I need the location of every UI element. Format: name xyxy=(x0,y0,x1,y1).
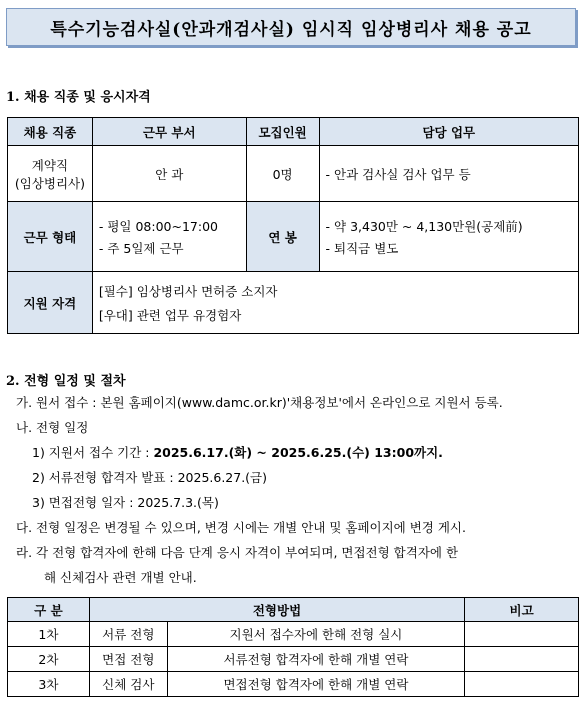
note-cell xyxy=(465,672,579,697)
header-note: 비고 xyxy=(465,598,579,622)
desc-cell: 면접전형 합격자에 한해 개별 연락 xyxy=(167,672,464,697)
note-cell xyxy=(465,622,579,647)
dept-cell: 안 과 xyxy=(92,146,246,202)
header-count: 모집인원 xyxy=(246,118,319,146)
job-line2: (임상병리사) xyxy=(14,175,85,191)
section1-heading: 1. 채용 직종 및 응시자격 xyxy=(6,90,151,105)
work-line1: - 평일 08:00~17:00 xyxy=(98,218,218,234)
stage-cell: 2차 xyxy=(8,647,90,672)
salary-line2: - 퇴직금 별도 xyxy=(325,240,399,256)
item-ra-line2: 해 신체검사 관련 개별 안내. xyxy=(44,570,197,585)
stage-cell: 1차 xyxy=(8,622,90,647)
page-title: 특수기능검사실(안과개검사실) 임시직 임상병리사 채용 공고 xyxy=(6,8,576,46)
schedule-interview: 3) 면접전형 일자 : 2025.7.3.(목) xyxy=(32,495,219,510)
salary-line1: - 약 3,430만 ~ 4,130만원(공제前) xyxy=(325,218,523,234)
job-line1: 계약직 xyxy=(31,157,69,173)
item-ra-line1: 라. 각 전형 합격자에 한해 다음 단계 응시 자격이 부여되며, 면접전형 합격자에 한 xyxy=(16,545,459,560)
header-stage: 구 분 xyxy=(8,598,90,622)
header-duty: 담당 업무 xyxy=(319,118,578,146)
table-row xyxy=(8,672,579,697)
qualification-label: 지원 자격 xyxy=(8,272,93,334)
header-dept: 근무 부서 xyxy=(92,118,246,146)
header-job: 채용 직종 xyxy=(8,118,93,146)
desc-cell: 서류전형 합격자에 한해 개별 연락 xyxy=(167,647,464,672)
schedule-apply xyxy=(32,443,443,461)
recruit-table xyxy=(7,117,579,334)
work-line2: - 주 5일제 근무 xyxy=(98,240,184,256)
header-method: 전형방법 xyxy=(89,598,464,622)
section2-heading: 2. 전형 일정 및 절차 xyxy=(6,374,126,389)
work-type-label: 근무 형태 xyxy=(8,202,93,272)
desc-cell: 지원서 접수자에 한해 전형 실시 xyxy=(167,622,464,647)
type-cell: 신체 검사 xyxy=(89,672,167,697)
schedule-apply-dates: 2025.6.17.(화) ~ 2025.6.25.(수) 13:00까지. xyxy=(153,445,443,460)
job-cell xyxy=(8,146,93,202)
duty-cell: - 안과 검사실 검사 업무 등 xyxy=(319,146,578,202)
table-row xyxy=(8,647,579,672)
count-cell: 0명 xyxy=(246,146,319,202)
salary-label: 연 봉 xyxy=(246,202,319,272)
qual-line2: [우대] 관련 업무 유경험자 xyxy=(98,307,242,323)
schedule-announce: 2) 서류전형 합격자 발표 : 2025.6.27.(금) xyxy=(32,470,268,485)
qualification-cell xyxy=(92,272,578,334)
procedure-table xyxy=(7,597,579,697)
note-cell xyxy=(465,647,579,672)
item-ga: 가. 원서 접수 : 본원 홈페이지(www.damc.or.kr)'채용정보'에서 온라인으로 지원서 등록. xyxy=(16,395,503,410)
type-cell: 서류 전형 xyxy=(89,622,167,647)
work-type-cell xyxy=(92,202,246,272)
stage-cell: 3차 xyxy=(8,672,90,697)
table-row xyxy=(8,622,579,647)
item-da: 다. 전형 일정은 변경될 수 있으며, 변경 시에는 개별 안내 및 홈페이지에 변경 게시. xyxy=(16,520,466,535)
salary-cell xyxy=(319,202,578,272)
qual-line1: [필수] 임상병리사 면허증 소지자 xyxy=(98,283,278,299)
type-cell: 면접 전형 xyxy=(89,647,167,672)
schedule-apply-prefix: 1) 지원서 접수 기간 : xyxy=(32,445,154,460)
item-na: 나. 전형 일정 xyxy=(16,420,89,435)
